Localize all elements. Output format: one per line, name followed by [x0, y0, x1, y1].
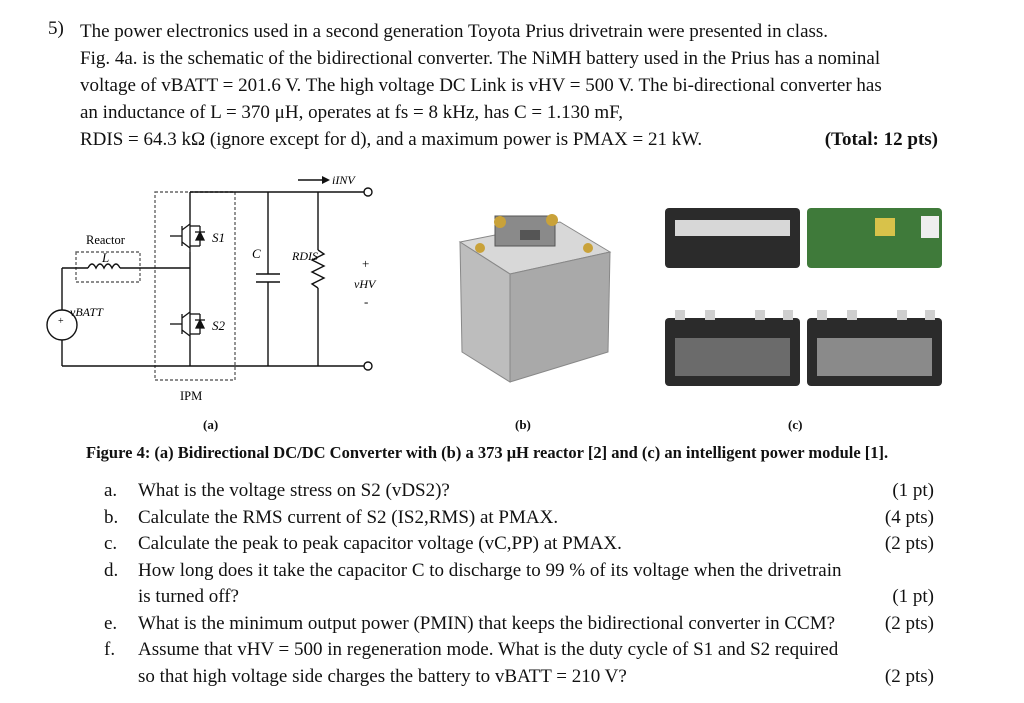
question-text: What is the minimum output power (PMIN) that keeps the bidirectional converter in CCM?	[138, 612, 836, 634]
reactor-photo	[440, 202, 620, 392]
question-text: Calculate the RMS current of S2 (IS2,RMS) at PMAX.	[138, 506, 559, 528]
question-letter: b.	[104, 506, 119, 528]
converter-schematic	[40, 170, 440, 410]
intro-line-2: Fig. 4a. is the schematic of the bidirectional converter. The NiMH battery used in the Prius has a nominal	[80, 48, 881, 69]
figure-row	[0, 170, 1024, 440]
question-b	[104, 505, 934, 532]
question-f	[104, 637, 934, 690]
question-text: How long does it take the capacitor C to discharge to 99 % of its voltage when the drivetrain is turned off?	[138, 559, 842, 607]
resistor-label: RDIS	[292, 249, 318, 263]
current-label: iINV	[332, 173, 355, 187]
current-arrow	[322, 176, 330, 184]
total-points: (Total: 12 pts)	[824, 129, 938, 150]
question-text: What is the voltage stress on S2 (vDS2)?	[138, 480, 450, 501]
intro-line-5-row	[80, 126, 938, 153]
intro-line-4: an inductance of L = 370 μH, operates at fs = 8 kHz, has C = 1.130 mF,	[80, 102, 623, 123]
question-points: (1 pt)	[892, 586, 934, 607]
switch2-label: S2	[212, 318, 225, 333]
inductor-label: L	[102, 250, 110, 265]
terminal-top	[364, 188, 372, 196]
question-points: (4 pts)	[884, 506, 934, 528]
question-points: (2 pts)	[884, 612, 934, 634]
subfig-b-label: (b)	[515, 417, 531, 432]
ipm-label: IPM	[180, 389, 203, 403]
question-c	[104, 531, 934, 558]
figure-caption: Figure 4: (a) Bidirectional DC/DC Converter with (b) a 373 μH reactor [2] and (c) an intelligent power module [1].	[86, 443, 889, 462]
question-letter: e.	[104, 612, 118, 634]
question-points: (2 pts)	[884, 665, 934, 687]
subfig-a-label: (a)	[203, 417, 219, 432]
question-text: Assume that vHV = 500 in regeneration mode. What is the duty cycle of S1 and S2 required so that high voltage side charges the battery to vBATT = 210 V?	[138, 639, 839, 687]
intro-line-1: The power electronics used in a second generation Toyota Prius drivetrain were presented in class.	[80, 21, 829, 42]
terminal-bottom	[364, 362, 372, 370]
ipm-photo	[665, 198, 965, 398]
vout-label: vHV	[354, 277, 376, 291]
ipm-box	[155, 192, 235, 380]
question-list	[104, 478, 934, 690]
vout-minus: -	[364, 294, 369, 309]
problem-number: 5)	[48, 18, 64, 39]
question-e	[104, 611, 934, 638]
problem-intro	[80, 18, 938, 153]
source-label: vBATT	[70, 305, 103, 319]
question-letter: a.	[104, 480, 118, 501]
question-a	[104, 478, 934, 505]
capacitor-label: C	[252, 246, 261, 261]
question-text: Calculate the peak to peak capacitor voltage (vC,PP) at PMAX.	[138, 533, 622, 554]
intro-line-3: voltage of vBATT = 201.6 V. The high voltage DC Link is vHV = 500 V. The bi-directional converter has	[80, 75, 882, 96]
switch-s2	[170, 310, 205, 340]
switch-s1	[170, 220, 205, 252]
question-points: (2 pts)	[884, 533, 934, 554]
question-letter: d.	[104, 559, 119, 581]
switch1-label: S1	[212, 230, 225, 245]
question-d	[104, 558, 934, 611]
vout-plus: +	[362, 256, 370, 271]
subfig-c-label: (c)	[788, 417, 803, 432]
question-letter: f.	[104, 639, 116, 660]
question-points: (1 pt)	[892, 480, 934, 501]
source-plus: +	[58, 316, 64, 327]
question-letter: c.	[104, 533, 118, 554]
reactor-label: Reactor	[86, 233, 125, 247]
intro-line-5: RDIS = 64.3 kΩ (ignore except for d), and a maximum power is PMAX = 21 kW.	[80, 129, 703, 150]
